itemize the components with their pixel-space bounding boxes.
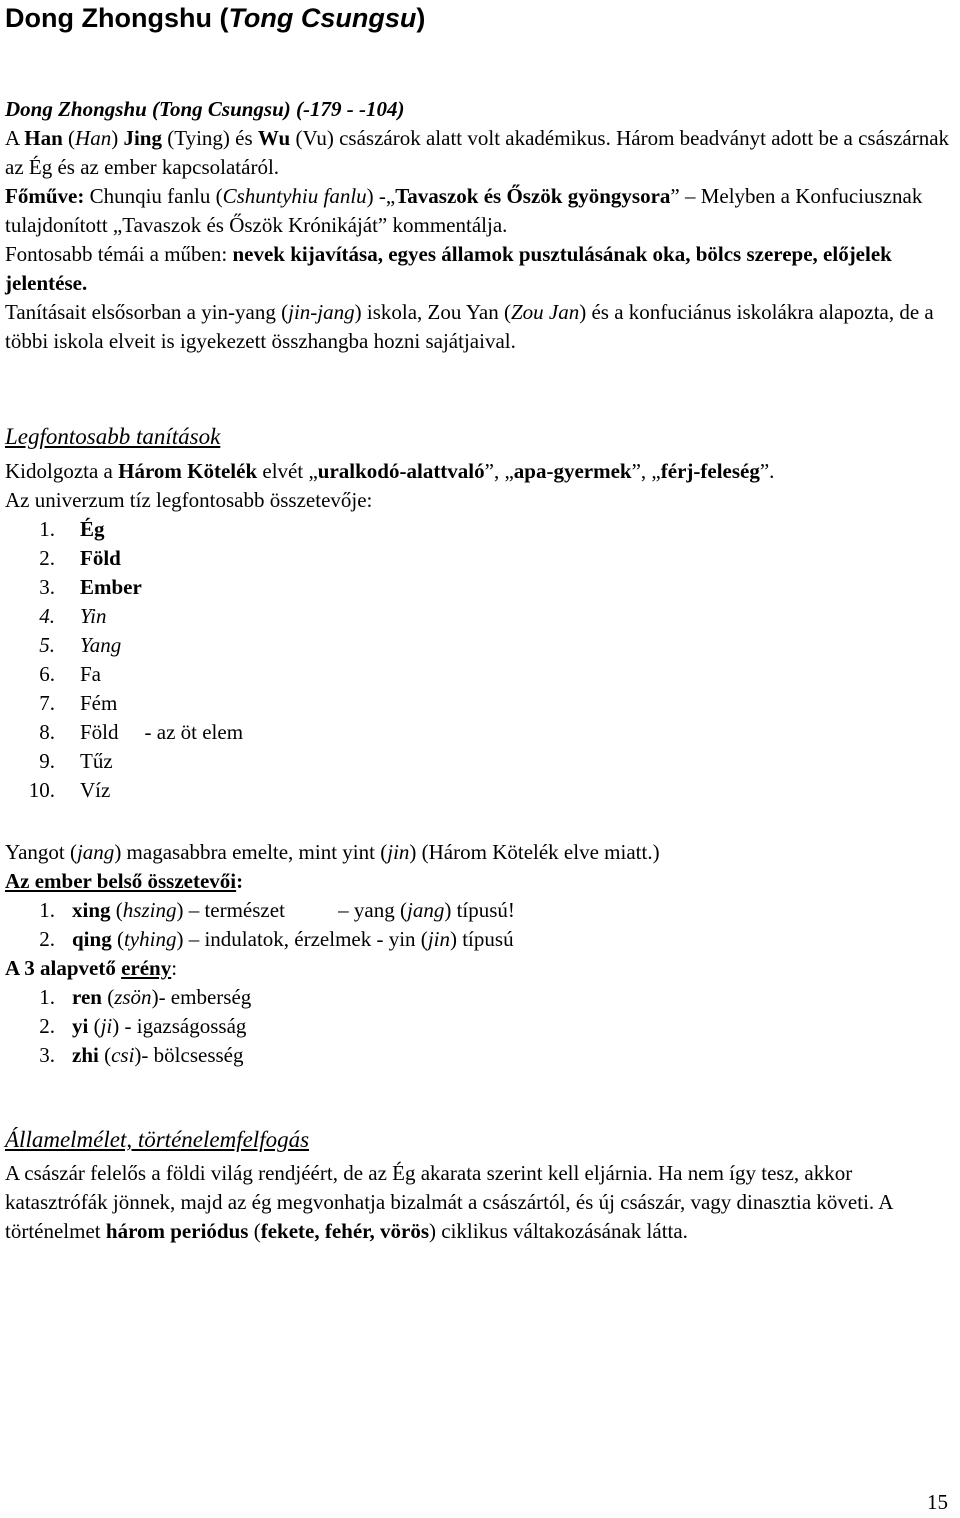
- intro-paragraph-2: Főműve: Chunqiu fanlu (Cshuntyhiu fanlu) -„Tavaszok és Őszök gyöngysora” – Melyben a Konfuciusznak tulajdonított „Tavaszok és Őszök Krónikáját” kommentálja.: [5, 184, 923, 237]
- list-item: 3. Ember: [39, 575, 142, 599]
- intro-paragraph-1: A Han (Han) Jing (Tying) és Wu (Vu) császárok alatt volt akadémikus. Három beadványt adott be a császárnak az Ég és az ember kapcsolatáról.: [5, 126, 950, 179]
- list-item: 8. Föld - az öt elem: [39, 720, 244, 744]
- teachings-paragraph-2: Az univerzum tíz legfontosabb összetevője:: [5, 488, 373, 512]
- list-item: 9. Tűz: [39, 749, 113, 773]
- list-item: 10. Víz: [28, 778, 111, 802]
- yang-paragraph: Yangot (jang) magasabbra emelte, mint yint (jin) (Három Kötelék elve miatt.): [5, 840, 660, 864]
- intro-paragraph-3: Fontosabb témái a műben: nevek kijavítása, egyes államok pusztulásának oka, bölcs szerepe, előjelek jelentése.: [5, 242, 892, 295]
- list-item: 7. Fém: [39, 691, 118, 715]
- inner-components-list: [5, 896, 950, 954]
- intro-section: [5, 95, 950, 356]
- inner-components-section: [5, 838, 950, 1070]
- intro-heading: Dong Zhongshu (Tong Csungsu) (-179 - -104): [5, 97, 405, 121]
- teachings-section: [5, 422, 950, 805]
- list-item: 1. xing (hszing) – természet – yang (jang) típusú!: [39, 898, 515, 922]
- intro-paragraph-4: Tanításait elsősorban a yin-yang (jin-jang) iskola, Zou Yan (Zou Jan) és a konfuciánus iskolákra alapozta, de a többi iskola elveit is igyekezett összhangba hozni sajátjaival.: [5, 300, 934, 353]
- elements-list: [5, 515, 950, 805]
- title-close: ): [416, 3, 426, 33]
- teachings-heading: Legfontosabb tanítások: [5, 424, 221, 449]
- virtues-heading: A 3 alapvető erény:: [5, 956, 178, 980]
- list-item: 2. qing (tyhing) – indulatok, érzelmek - yin (jin) típusú: [39, 927, 514, 951]
- virtues-list: [5, 983, 950, 1070]
- list-item: 2. Föld: [39, 546, 121, 570]
- state-theory-paragraph: A császár felelős a földi világ rendjéért, de az Ég akarata szerint kell eljárnia. Ha nem így tesz, akkor katasztrófák jönnek, majd az ég megvonhatja bizalmát a császártól, és új császár, vagy dinasztia követi. A történelmet három periódus (fekete, fehér, vörös) ciklikus váltakozásának látta.: [5, 1161, 893, 1243]
- title-alt-romanization: Tong Csungsu: [228, 3, 417, 33]
- inner-components-heading: Az ember belső összetevői:: [5, 869, 244, 893]
- state-theory-section: [5, 1124, 950, 1246]
- five-elements-note: - az öt elem: [144, 720, 244, 744]
- list-item: 1. Ég: [39, 517, 105, 541]
- list-item: 6. Fa: [39, 662, 101, 686]
- list-item: 1. ren (zsön)- emberség: [39, 985, 252, 1009]
- list-item: 4. Yin: [39, 604, 107, 628]
- list-item: 3. zhi (csi)- bölcsesség: [39, 1043, 244, 1067]
- page-number: 15: [927, 1490, 948, 1514]
- state-theory-heading: Államelmélet, történelemfelfogás: [5, 1127, 310, 1152]
- page-title: [5, 0, 425, 36]
- list-item: 5. Yang: [39, 633, 122, 657]
- teachings-paragraph-1: Kidolgozta a Három Kötelék elvét „uralkodó-alattvaló”, „apa-gyermek”, „férj-feleség”.: [5, 459, 775, 483]
- list-item: 2. yi (ji) - igazságosság: [39, 1014, 247, 1038]
- title-main: Dong Zhongshu (: [5, 3, 229, 33]
